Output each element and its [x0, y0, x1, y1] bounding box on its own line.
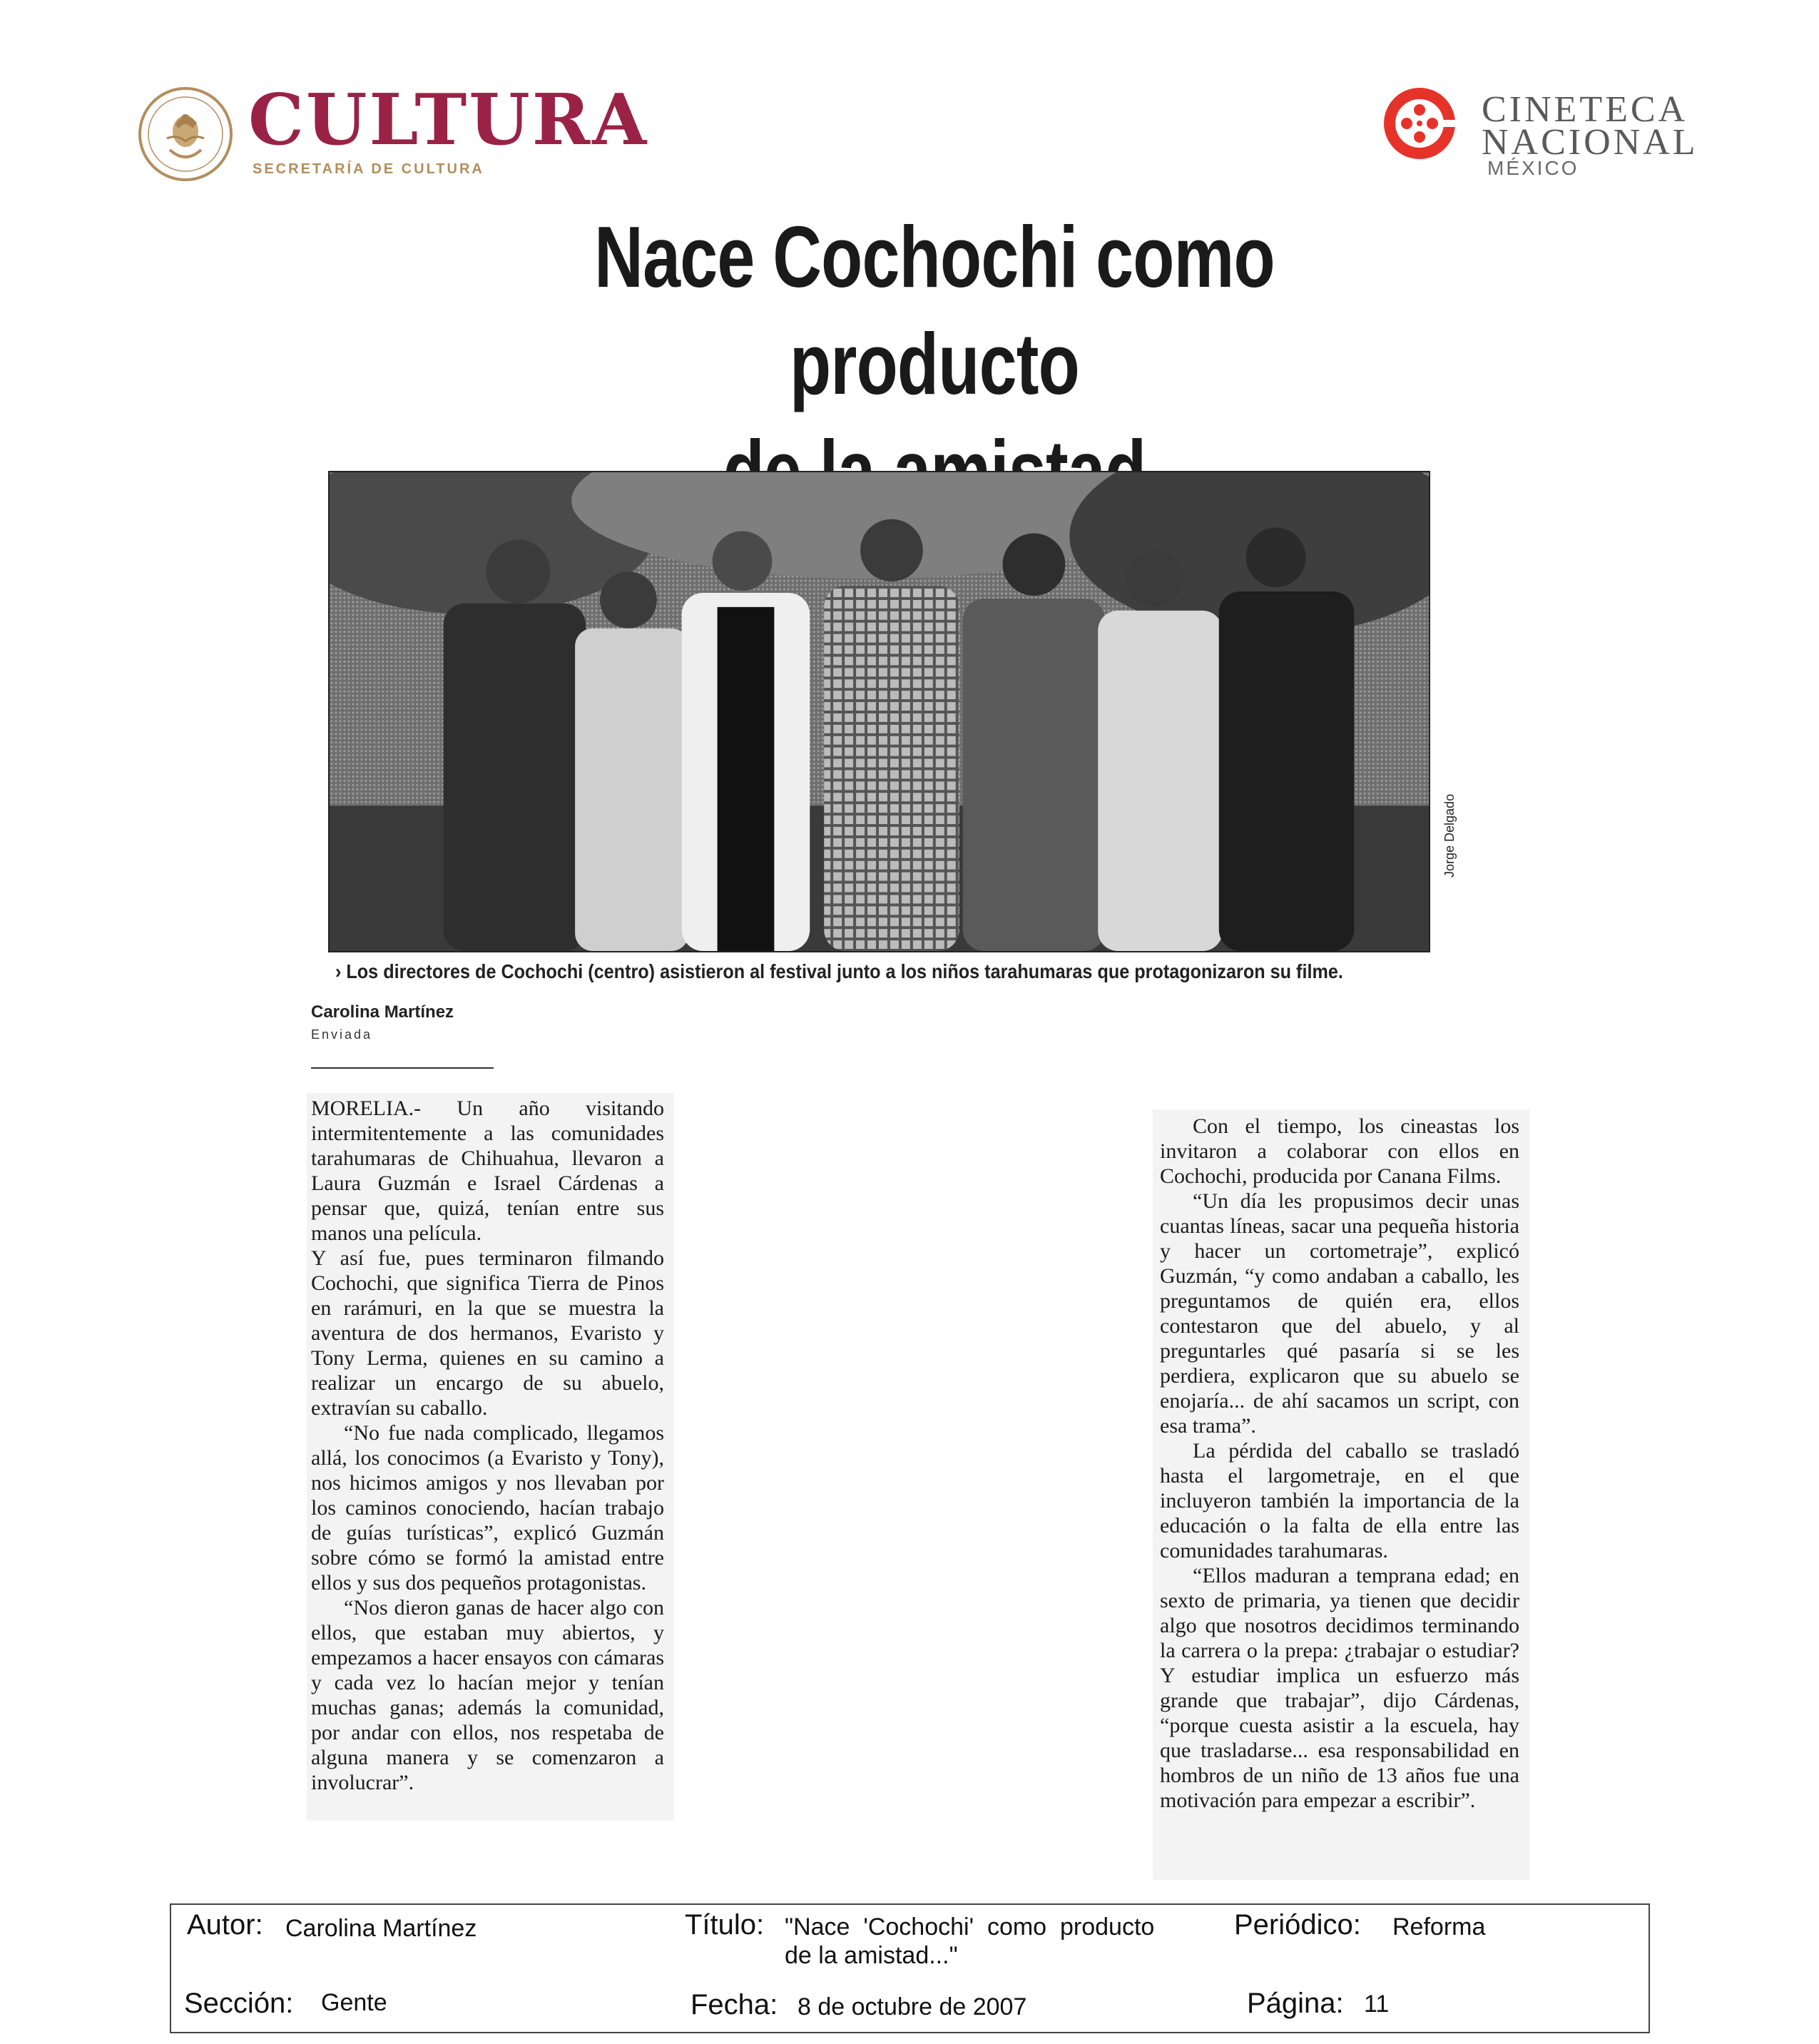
paragraph: “No fue nada complicado, llegamos allá, los conocimos (a Evaristo y Tony), nos hicimos amigos y nos llevaban por los caminos conociendo, hacían trabajo de guías turísticas”, explicó Guzmán sobre cómo se formó la amistad entre ellos y sus dos pequeños protagonistas. [311, 1421, 664, 1595]
pagina-label: Página: [1247, 1988, 1344, 2019]
cineteca-line3: MÉXICO [1487, 157, 1579, 179]
autor-value: Carolina Martínez [285, 1915, 477, 1942]
seccion-value: Gente [321, 1989, 387, 2016]
headline-line1: Nace Cochochi como producto [594, 208, 1275, 412]
paragraph: “Nos dieron ganas de hacer algo con ellos, que estaban muy abiertos, y empezamos a hacer ensayos con cámaras y cada vez lo hacían mejor y tenían muchas ganas; además la comunidad, por andar con ellos, nos respetaba de alguna manera y se comenzaron a involucrar”. [311, 1596, 664, 1794]
group-photo-illustration [330, 472, 1429, 951]
fecha-value: 8 de octubre de 2007 [798, 1993, 1027, 2020]
periodico-label: Periódico: [1234, 1909, 1361, 1941]
photo-caption: › Los directores de Cochochi (centro) asistieron al festival junto a los niños tarahumaras que protagonizaron su filme. [335, 960, 1343, 982]
byline-role: Enviada [311, 1027, 373, 1042]
byline-divider [311, 1067, 494, 1069]
cineteca-logo [1380, 84, 1698, 179]
paragraph: La pérdida del caballo se trasladó hasta el largometraje, en el que incluyeron también la importancia de la educación o la falta de ella entre las comunidades tarahumaras. [1160, 1439, 1519, 1562]
seccion-label: Sección: [184, 1988, 294, 2019]
article-photo [328, 471, 1430, 952]
paragraph: “Un día les propusimos decir unas cuantas líneas, sacar una pequeña historia y hacer un cortometraje”, explicó Guzmán, “y como andaban a caballo, les preguntamos de quién era, ellos contestaron que del abuelo, y al preguntarles qué pasaría si se les perdiera, explicaron que su abuelo se enojaría... de ahí sacamos un script, con esa trama”. [1160, 1189, 1519, 1438]
paragraph: Y así fue, pues terminaron filmando Cochochi, que significa Tierra de Pinos en rarámuri, en la que se muestra la aventura de dos hermanos, Evaristo y Tony Lerma, quienes en su camino a realizar un encargo de su abuelo, extravían su caballo. [311, 1246, 664, 1420]
periodico-value: Reforma [1392, 1913, 1486, 1941]
clipping-info-table [170, 1903, 1650, 2033]
article-column-right [1153, 1109, 1529, 1880]
article-column-left [307, 1093, 674, 1821]
paragraph: MORELIA.- Un año visitando intermitentemente a las comunidades tarahumaras de Chihuahua, llevaron a Laura Guzmán e Israel Cárdenas a pensar que, quizá, tenían entre sus manos una película. [311, 1097, 664, 1245]
cineteca-line2: NACIONAL [1482, 122, 1698, 163]
photo-credit: Jorge Delgado [1442, 793, 1457, 878]
mexican-coat-of-arms-seal-icon [136, 84, 235, 184]
byline-author: Carolina Martínez [311, 1002, 454, 1022]
pagina-value: 11 [1364, 1990, 1390, 2018]
paragraph: Con el tiempo, los cineastas los invitaron a colaborar con ellos en Cochochi, producida por Canana Films. [1160, 1114, 1519, 1188]
cultura-subtitle: SECRETARÍA DE CULTURA [253, 161, 484, 177]
titulo-value-line2: de la amistad..." [785, 1942, 958, 1969]
titulo-value-line1: "Nace 'Cochochi' como producto [785, 1913, 1155, 1941]
fecha-label: Fecha: [691, 1989, 778, 2020]
cineteca-line1: CINETECA [1482, 89, 1688, 130]
cultura-logo [136, 79, 649, 184]
autor-label: Autor: [187, 1909, 263, 1941]
paragraph: “Ellos maduran a temprana edad; en sexto de primaria, ya tienen que decidir algo que nosotros decidimos terminando la carrera o la prepa: ¿trabajar o estudiar? Y estudiar implica un esfuerzo más grande que trabajar”, dijo Cárdenas, “porque cuesta asistir a la escuela, hay que trasladarse... esa responsabilidad en hombros de un niño de 13 años fue una motivación para empezar a escribir”. [1160, 1564, 1519, 1812]
cultura-wordmark: CULTURA [248, 79, 649, 161]
film-reel-icon [1380, 84, 1459, 163]
titulo-label: Título: [685, 1909, 765, 1941]
